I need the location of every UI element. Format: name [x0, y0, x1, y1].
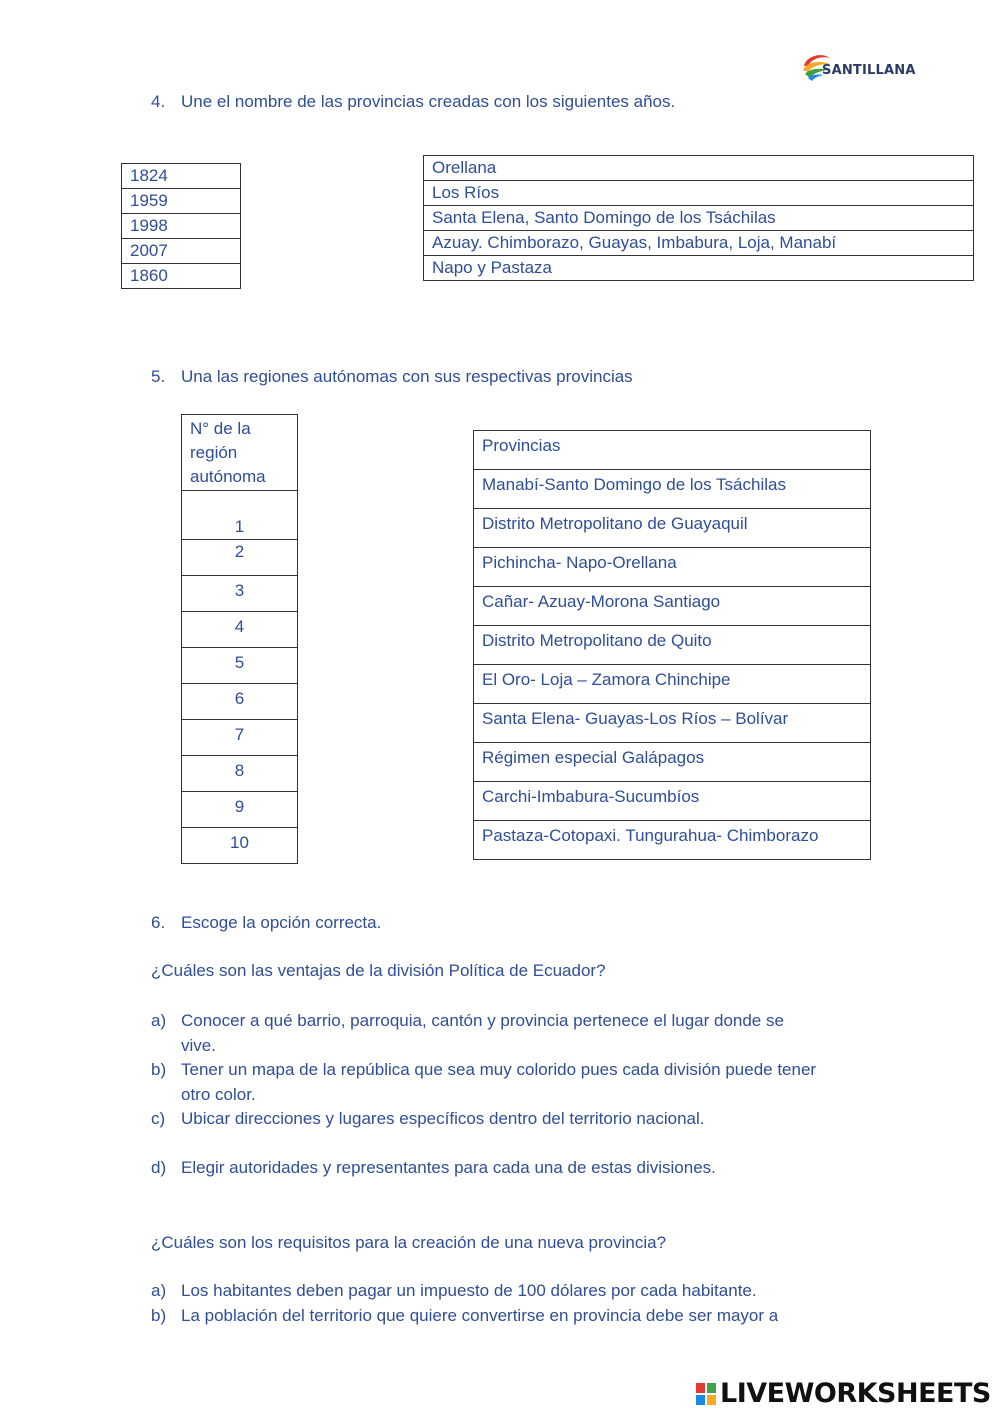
- region-province-cell[interactable]: Pichincha- Napo-Orellana: [474, 548, 871, 587]
- q4-number: 4.: [151, 92, 166, 111]
- option-a-continuation: vive.: [181, 1036, 216, 1055]
- region-province-cell[interactable]: El Oro- Loja – Zamora Chinchipe: [474, 665, 871, 704]
- option-text: Los habitantes deben pagar un impuesto de 100 dólares por cada habitante.: [181, 1281, 757, 1300]
- option-b-requisitos[interactable]: [151, 1304, 778, 1328]
- province-cell[interactable]: Santa Elena, Santo Domingo de los Tsáchilas: [424, 206, 974, 231]
- region-number-cell[interactable]: 9: [182, 792, 298, 828]
- option-letter: d): [151, 1158, 167, 1177]
- q6-text: Escoge la opción correcta.: [181, 913, 382, 932]
- province-cell[interactable]: Azuay. Chimborazo, Guayas, Imbabura, Loja, Manabí: [424, 231, 974, 256]
- years-table: [121, 163, 241, 289]
- option-letter: a): [151, 1281, 167, 1300]
- option-text: La población del territorio que quiere convertirse en provincia debe ser mayor a: [181, 1306, 779, 1325]
- region-province-cell[interactable]: Santa Elena- Guayas-Los Ríos – Bolívar: [474, 704, 871, 743]
- santillana-wordmark: SANTILLANA: [822, 63, 916, 78]
- province-cell[interactable]: Los Ríos: [424, 181, 974, 206]
- q5-prompt: [151, 365, 633, 389]
- year-cell[interactable]: 1998: [122, 214, 241, 239]
- region-number-cell[interactable]: 6: [182, 684, 298, 720]
- question-ventajas: ¿Cuáles son las ventajas de la división Política de Ecuador?: [151, 961, 606, 980]
- year-cell[interactable]: 1824: [122, 164, 241, 189]
- option-b-continuation: otro color.: [181, 1085, 256, 1104]
- region-number-cell[interactable]: 2: [182, 540, 298, 576]
- provinces-created-table: [423, 155, 974, 281]
- region-number-cell[interactable]: 3: [182, 576, 298, 612]
- regions-table: [181, 414, 298, 864]
- provinces-header: Provincias: [474, 431, 871, 470]
- q5-number: 5.: [151, 367, 166, 386]
- region-header: N° de la región autónoma: [182, 415, 298, 491]
- region-number-cell[interactable]: 1: [182, 491, 298, 540]
- q6-number: 6.: [151, 913, 166, 932]
- option-a-ventajas[interactable]: [151, 1009, 784, 1033]
- liveworksheets-logo: [696, 1378, 991, 1410]
- q4-text: Une el nombre de las provincias creadas con los siguientes años.: [181, 92, 676, 111]
- option-letter: b): [151, 1060, 167, 1079]
- option-text: Ubicar direcciones y lugares específicos dentro del territorio nacional.: [181, 1109, 705, 1128]
- region-number-cell[interactable]: 8: [182, 756, 298, 792]
- year-cell[interactable]: 1860: [122, 264, 241, 289]
- province-cell[interactable]: Orellana: [424, 156, 974, 181]
- option-a-requisitos[interactable]: [151, 1279, 757, 1303]
- region-province-cell[interactable]: Manabí-Santo Domingo de los Tsáchilas: [474, 470, 871, 509]
- q6-prompt: [151, 911, 381, 935]
- option-letter: c): [151, 1109, 166, 1128]
- region-number-cell[interactable]: 4: [182, 612, 298, 648]
- region-province-cell[interactable]: Carchi-Imbabura-Sucumbíos: [474, 782, 871, 821]
- liveworksheets-badge-icon: [696, 1383, 716, 1405]
- region-province-cell[interactable]: Cañar- Azuay-Morona Santiago: [474, 587, 871, 626]
- region-province-cell[interactable]: Distrito Metropolitano de Quito: [474, 626, 871, 665]
- option-d-ventajas[interactable]: [151, 1156, 716, 1180]
- q4-prompt: [151, 90, 675, 114]
- year-cell[interactable]: 2007: [122, 239, 241, 264]
- option-letter: a): [151, 1011, 167, 1030]
- region-number-cell[interactable]: 10: [182, 828, 298, 864]
- region-province-cell[interactable]: Pastaza-Cotopaxi. Tungurahua- Chimborazo: [474, 821, 871, 860]
- region-number-cell[interactable]: 5: [182, 648, 298, 684]
- option-c-ventajas[interactable]: [151, 1107, 704, 1131]
- liveworksheets-wordmark: LIVEWORKSHEETS: [720, 1378, 991, 1409]
- province-cell[interactable]: Napo y Pastaza: [424, 256, 974, 281]
- option-text: Tener un mapa de la república que sea muy colorido pues cada división puede tener: [181, 1060, 817, 1079]
- question-requisitos: ¿Cuáles son los requisitos para la creación de una nueva provincia?: [151, 1233, 667, 1252]
- region-province-cell[interactable]: Distrito Metropolitano de Guayaquil: [474, 509, 871, 548]
- option-text: Conocer a qué barrio, parroquia, cantón y provincia pertenece el lugar donde se: [181, 1011, 784, 1030]
- option-letter: b): [151, 1306, 167, 1325]
- region-number-cell[interactable]: 7: [182, 720, 298, 756]
- option-b-ventajas[interactable]: [151, 1058, 816, 1082]
- option-text: Elegir autoridades y representantes para cada una de estas divisiones.: [181, 1158, 716, 1177]
- region-provinces-table: [473, 430, 871, 860]
- region-province-cell[interactable]: Régimen especial Galápagos: [474, 743, 871, 782]
- q5-text: Una las regiones autónomas con sus respectivas provincias: [181, 367, 633, 386]
- santillana-logo: [800, 50, 925, 88]
- year-cell[interactable]: 1959: [122, 189, 241, 214]
